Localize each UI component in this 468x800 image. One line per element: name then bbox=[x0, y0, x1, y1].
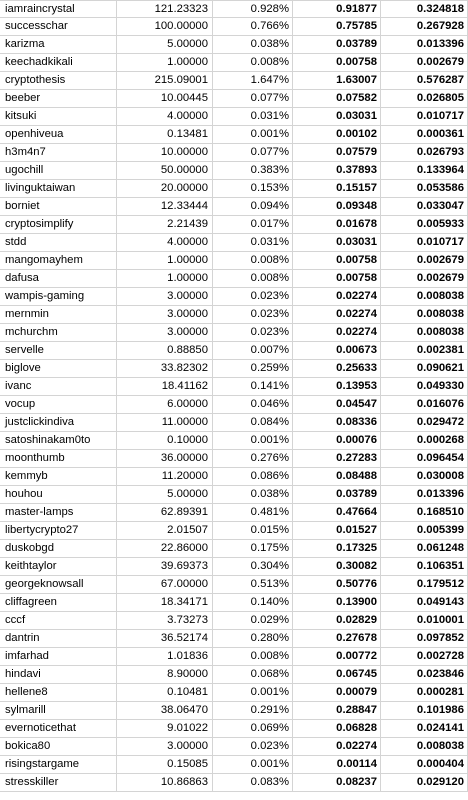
value-cell[interactable]: 0.013396 bbox=[381, 36, 468, 53]
share-cell[interactable]: 0.02274 bbox=[293, 306, 381, 323]
amount-cell[interactable]: 4.00000 bbox=[117, 108, 213, 125]
table-row bbox=[0, 558, 468, 576]
username-cell[interactable]: successchar bbox=[0, 18, 117, 35]
username-cell[interactable]: georgeknowsall bbox=[0, 576, 117, 593]
table-row bbox=[0, 36, 468, 54]
table-row bbox=[0, 504, 468, 522]
table-row bbox=[0, 666, 468, 684]
amount-cell[interactable]: 1.00000 bbox=[117, 252, 213, 269]
table-row bbox=[0, 324, 468, 342]
amount-cell[interactable]: 22.86000 bbox=[117, 540, 213, 557]
table-row bbox=[0, 630, 468, 648]
percent-cell[interactable]: 0.001% bbox=[213, 684, 293, 701]
percent-cell[interactable]: 0.280% bbox=[213, 630, 293, 647]
amount-cell[interactable]: 33.82302 bbox=[117, 360, 213, 377]
value-cell[interactable]: 0.016076 bbox=[381, 396, 468, 413]
username-cell[interactable]: dafusa bbox=[0, 270, 117, 287]
value-cell[interactable]: 0.008038 bbox=[381, 288, 468, 305]
username-cell[interactable]: biglove bbox=[0, 360, 117, 377]
share-cell[interactable]: 0.28847 bbox=[293, 702, 381, 719]
username-cell[interactable]: keithtaylor bbox=[0, 558, 117, 575]
amount-cell[interactable]: 11.00000 bbox=[117, 414, 213, 431]
table-row bbox=[0, 720, 468, 738]
share-cell[interactable]: 0.37893 bbox=[293, 162, 381, 179]
username-cell[interactable]: openhiveua bbox=[0, 126, 117, 143]
value-cell[interactable]: 0.000268 bbox=[381, 432, 468, 449]
share-cell[interactable]: 0.06828 bbox=[293, 720, 381, 737]
table-row bbox=[0, 756, 468, 774]
percent-cell[interactable]: 0.259% bbox=[213, 360, 293, 377]
table-row bbox=[0, 198, 468, 216]
value-cell[interactable]: 0.000361 bbox=[381, 126, 468, 143]
share-cell[interactable]: 0.03789 bbox=[293, 486, 381, 503]
value-cell[interactable]: 0.008038 bbox=[381, 324, 468, 341]
username-cell[interactable]: ivanc bbox=[0, 378, 117, 395]
username-cell[interactable]: hellene8 bbox=[0, 684, 117, 701]
amount-cell[interactable]: 3.00000 bbox=[117, 324, 213, 341]
username-cell[interactable]: borniet bbox=[0, 198, 117, 215]
value-cell[interactable]: 0.002381 bbox=[381, 342, 468, 359]
share-cell[interactable]: 0.03789 bbox=[293, 36, 381, 53]
table-row bbox=[0, 378, 468, 396]
amount-cell[interactable]: 18.34171 bbox=[117, 594, 213, 611]
percent-cell[interactable]: 0.383% bbox=[213, 162, 293, 179]
table-row bbox=[0, 126, 468, 144]
table-row bbox=[0, 252, 468, 270]
amount-cell[interactable]: 9.01022 bbox=[117, 720, 213, 737]
username-cell[interactable]: keechadkikali bbox=[0, 54, 117, 71]
percent-cell[interactable]: 0.291% bbox=[213, 702, 293, 719]
percent-cell[interactable]: 0.077% bbox=[213, 90, 293, 107]
table-row bbox=[0, 342, 468, 360]
percent-cell[interactable]: 0.083% bbox=[213, 774, 293, 791]
value-cell[interactable]: 0.005399 bbox=[381, 522, 468, 539]
username-cell[interactable]: cryptothesis bbox=[0, 72, 117, 89]
percent-cell[interactable]: 0.029% bbox=[213, 612, 293, 629]
amount-cell[interactable]: 3.00000 bbox=[117, 288, 213, 305]
percent-cell[interactable]: 0.084% bbox=[213, 414, 293, 431]
share-cell[interactable]: 0.13900 bbox=[293, 594, 381, 611]
value-cell[interactable]: 0.133964 bbox=[381, 162, 468, 179]
value-cell[interactable]: 0.002728 bbox=[381, 648, 468, 665]
username-cell[interactable]: dantrin bbox=[0, 630, 117, 647]
username-cell[interactable]: bokica80 bbox=[0, 738, 117, 755]
table-row bbox=[0, 288, 468, 306]
percent-cell[interactable]: 0.023% bbox=[213, 288, 293, 305]
table-row bbox=[0, 234, 468, 252]
amount-cell[interactable]: 36.52174 bbox=[117, 630, 213, 647]
table-row bbox=[0, 648, 468, 666]
share-cell[interactable]: 0.04547 bbox=[293, 396, 381, 413]
percent-cell[interactable]: 0.008% bbox=[213, 270, 293, 287]
share-cell[interactable]: 0.25633 bbox=[293, 360, 381, 377]
share-cell[interactable]: 0.91877 bbox=[293, 1, 381, 18]
username-cell[interactable]: satoshinakam0to bbox=[0, 432, 117, 449]
amount-cell[interactable]: 3.00000 bbox=[117, 738, 213, 755]
username-cell[interactable]: karizma bbox=[0, 36, 117, 53]
amount-cell[interactable]: 18.41162 bbox=[117, 378, 213, 395]
table-row bbox=[0, 450, 468, 468]
percent-cell[interactable]: 0.175% bbox=[213, 540, 293, 557]
share-cell[interactable]: 0.08336 bbox=[293, 414, 381, 431]
username-cell[interactable]: justclickindiva bbox=[0, 414, 117, 431]
percent-cell[interactable]: 0.031% bbox=[213, 108, 293, 125]
percent-cell[interactable]: 0.077% bbox=[213, 144, 293, 161]
table-row bbox=[0, 540, 468, 558]
share-cell[interactable]: 0.03031 bbox=[293, 108, 381, 125]
percent-cell[interactable]: 0.513% bbox=[213, 576, 293, 593]
value-cell[interactable]: 0.096454 bbox=[381, 450, 468, 467]
username-cell[interactable]: mangomayhem bbox=[0, 252, 117, 269]
username-cell[interactable]: sylmarill bbox=[0, 702, 117, 719]
amount-cell[interactable]: 62.89391 bbox=[117, 504, 213, 521]
table-row bbox=[0, 396, 468, 414]
username-cell[interactable]: wampis-gaming bbox=[0, 288, 117, 305]
percent-cell[interactable]: 0.068% bbox=[213, 666, 293, 683]
value-cell[interactable]: 0.576287 bbox=[381, 72, 468, 89]
share-cell[interactable]: 0.13953 bbox=[293, 378, 381, 395]
percent-cell[interactable]: 0.140% bbox=[213, 594, 293, 611]
percent-cell[interactable]: 0.094% bbox=[213, 198, 293, 215]
amount-cell[interactable]: 0.15085 bbox=[117, 756, 213, 773]
value-cell[interactable]: 0.267928 bbox=[381, 18, 468, 35]
percent-cell[interactable]: 0.928% bbox=[213, 1, 293, 18]
value-cell[interactable]: 0.061248 bbox=[381, 540, 468, 557]
share-cell[interactable]: 0.00076 bbox=[293, 432, 381, 449]
username-cell[interactable]: libertycrypto27 bbox=[0, 522, 117, 539]
percent-cell[interactable]: 0.001% bbox=[213, 756, 293, 773]
share-cell[interactable]: 0.02274 bbox=[293, 324, 381, 341]
amount-cell[interactable]: 8.90000 bbox=[117, 666, 213, 683]
percent-cell[interactable]: 0.017% bbox=[213, 216, 293, 233]
share-cell[interactable]: 0.00114 bbox=[293, 756, 381, 773]
share-cell[interactable]: 0.00758 bbox=[293, 54, 381, 71]
percent-cell[interactable]: 0.008% bbox=[213, 252, 293, 269]
username-cell[interactable]: evernoticethat bbox=[0, 720, 117, 737]
share-cell[interactable]: 0.27678 bbox=[293, 630, 381, 647]
username-cell[interactable]: ugochill bbox=[0, 162, 117, 179]
amount-cell[interactable]: 4.00000 bbox=[117, 234, 213, 251]
percent-cell[interactable]: 0.153% bbox=[213, 180, 293, 197]
amount-cell[interactable]: 5.00000 bbox=[117, 36, 213, 53]
value-cell[interactable]: 0.090621 bbox=[381, 360, 468, 377]
share-cell[interactable]: 0.01678 bbox=[293, 216, 381, 233]
share-cell[interactable]: 0.15157 bbox=[293, 180, 381, 197]
percent-cell[interactable]: 0.069% bbox=[213, 720, 293, 737]
share-cell[interactable]: 0.00758 bbox=[293, 270, 381, 287]
username-cell[interactable]: stresskiller bbox=[0, 774, 117, 791]
table-row bbox=[0, 0, 468, 18]
share-cell[interactable]: 0.00079 bbox=[293, 684, 381, 701]
amount-cell[interactable]: 1.00000 bbox=[117, 270, 213, 287]
username-cell[interactable]: master-lamps bbox=[0, 504, 117, 521]
value-cell[interactable]: 0.023846 bbox=[381, 666, 468, 683]
share-cell[interactable]: 0.07579 bbox=[293, 144, 381, 161]
value-cell[interactable]: 0.029120 bbox=[381, 774, 468, 791]
amount-cell[interactable]: 0.10000 bbox=[117, 432, 213, 449]
username-cell[interactable]: iamraincrystal bbox=[0, 1, 117, 18]
table-row bbox=[0, 162, 468, 180]
table-row bbox=[0, 180, 468, 198]
share-cell[interactable]: 0.75785 bbox=[293, 18, 381, 35]
table-row bbox=[0, 594, 468, 612]
username-cell[interactable]: servelle bbox=[0, 342, 117, 359]
value-cell[interactable]: 0.097852 bbox=[381, 630, 468, 647]
table-row bbox=[0, 774, 468, 792]
table-row bbox=[0, 486, 468, 504]
percent-cell[interactable]: 0.001% bbox=[213, 126, 293, 143]
username-cell[interactable]: hindavi bbox=[0, 666, 117, 683]
amount-cell[interactable]: 3.00000 bbox=[117, 306, 213, 323]
amount-cell[interactable]: 0.88850 bbox=[117, 342, 213, 359]
percent-cell[interactable]: 0.023% bbox=[213, 306, 293, 323]
amount-cell[interactable]: 215.09001 bbox=[117, 72, 213, 89]
amount-cell[interactable]: 3.73273 bbox=[117, 612, 213, 629]
share-cell[interactable]: 0.01527 bbox=[293, 522, 381, 539]
username-cell[interactable]: mchurchm bbox=[0, 324, 117, 341]
amount-cell[interactable]: 39.69373 bbox=[117, 558, 213, 575]
amount-cell[interactable]: 2.21439 bbox=[117, 216, 213, 233]
share-cell[interactable]: 0.08488 bbox=[293, 468, 381, 485]
share-cell[interactable]: 0.50776 bbox=[293, 576, 381, 593]
username-cell[interactable]: kitsuki bbox=[0, 108, 117, 125]
amount-cell[interactable]: 10.86863 bbox=[117, 774, 213, 791]
username-cell[interactable]: beeber bbox=[0, 90, 117, 107]
table-row bbox=[0, 360, 468, 378]
amount-cell[interactable]: 12.33444 bbox=[117, 198, 213, 215]
value-cell[interactable]: 0.010001 bbox=[381, 612, 468, 629]
username-cell[interactable]: risingstargame bbox=[0, 756, 117, 773]
username-cell[interactable]: stdd bbox=[0, 234, 117, 251]
amount-cell[interactable]: 10.00445 bbox=[117, 90, 213, 107]
value-cell[interactable]: 0.026805 bbox=[381, 90, 468, 107]
username-cell[interactable]: h3m4n7 bbox=[0, 144, 117, 161]
table-row bbox=[0, 702, 468, 720]
share-cell[interactable]: 0.00772 bbox=[293, 648, 381, 665]
amount-cell[interactable]: 121.23323 bbox=[117, 1, 213, 18]
username-cell[interactable]: moonthumb bbox=[0, 450, 117, 467]
value-cell[interactable]: 0.324818 bbox=[381, 1, 468, 18]
share-cell[interactable]: 0.09348 bbox=[293, 198, 381, 215]
percent-cell[interactable]: 0.015% bbox=[213, 522, 293, 539]
value-cell[interactable]: 0.106351 bbox=[381, 558, 468, 575]
table-row bbox=[0, 432, 468, 450]
percent-cell[interactable]: 0.481% bbox=[213, 504, 293, 521]
table-row bbox=[0, 90, 468, 108]
username-cell[interactable]: cryptosimplify bbox=[0, 216, 117, 233]
value-cell[interactable]: 0.002679 bbox=[381, 252, 468, 269]
value-cell[interactable]: 0.010717 bbox=[381, 234, 468, 251]
percent-cell[interactable]: 0.046% bbox=[213, 396, 293, 413]
username-cell[interactable]: cliffagreen bbox=[0, 594, 117, 611]
amount-cell[interactable]: 1.01836 bbox=[117, 648, 213, 665]
value-cell[interactable]: 0.033047 bbox=[381, 198, 468, 215]
percent-cell[interactable]: 0.023% bbox=[213, 738, 293, 755]
value-cell[interactable]: 0.030008 bbox=[381, 468, 468, 485]
username-cell[interactable]: mernmin bbox=[0, 306, 117, 323]
username-cell[interactable]: houhou bbox=[0, 486, 117, 503]
share-cell[interactable]: 0.08237 bbox=[293, 774, 381, 791]
value-cell[interactable]: 0.053586 bbox=[381, 180, 468, 197]
table-row bbox=[0, 72, 468, 90]
amount-cell[interactable]: 11.20000 bbox=[117, 468, 213, 485]
username-cell[interactable]: cccf bbox=[0, 612, 117, 629]
username-cell[interactable]: vocup bbox=[0, 396, 117, 413]
table-row bbox=[0, 216, 468, 234]
percent-cell[interactable]: 0.023% bbox=[213, 324, 293, 341]
value-cell[interactable]: 0.013396 bbox=[381, 486, 468, 503]
value-cell[interactable]: 0.049330 bbox=[381, 378, 468, 395]
percent-cell[interactable]: 0.008% bbox=[213, 648, 293, 665]
percent-cell[interactable]: 0.038% bbox=[213, 486, 293, 503]
amount-cell[interactable]: 2.01507 bbox=[117, 522, 213, 539]
value-cell[interactable]: 0.005933 bbox=[381, 216, 468, 233]
table-row bbox=[0, 306, 468, 324]
percent-cell[interactable]: 0.038% bbox=[213, 36, 293, 53]
table-row bbox=[0, 144, 468, 162]
value-cell[interactable]: 0.101986 bbox=[381, 702, 468, 719]
share-cell[interactable]: 0.30082 bbox=[293, 558, 381, 575]
table-row bbox=[0, 108, 468, 126]
table-row bbox=[0, 18, 468, 36]
value-cell[interactable]: 0.008038 bbox=[381, 738, 468, 755]
amount-cell[interactable]: 10.00000 bbox=[117, 144, 213, 161]
amount-cell[interactable]: 100.00000 bbox=[117, 18, 213, 35]
value-cell[interactable]: 0.024141 bbox=[381, 720, 468, 737]
value-cell[interactable]: 0.008038 bbox=[381, 306, 468, 323]
amount-cell[interactable]: 67.00000 bbox=[117, 576, 213, 593]
username-cell[interactable]: kemmyb bbox=[0, 468, 117, 485]
amount-cell[interactable]: 20.00000 bbox=[117, 180, 213, 197]
table-row bbox=[0, 522, 468, 540]
share-cell[interactable]: 0.17325 bbox=[293, 540, 381, 557]
table-row bbox=[0, 270, 468, 288]
amount-cell[interactable]: 0.10481 bbox=[117, 684, 213, 701]
share-cell[interactable]: 0.00102 bbox=[293, 126, 381, 143]
amount-cell[interactable]: 38.06470 bbox=[117, 702, 213, 719]
table-row bbox=[0, 612, 468, 630]
share-cell[interactable]: 0.06745 bbox=[293, 666, 381, 683]
share-cell[interactable]: 0.07582 bbox=[293, 90, 381, 107]
amount-cell[interactable]: 1.00000 bbox=[117, 54, 213, 71]
table-row bbox=[0, 54, 468, 72]
username-cell[interactable]: livinguktaiwan bbox=[0, 180, 117, 197]
share-cell[interactable]: 0.00673 bbox=[293, 342, 381, 359]
value-cell[interactable]: 0.168510 bbox=[381, 504, 468, 521]
share-cell[interactable]: 0.02274 bbox=[293, 738, 381, 755]
amount-cell[interactable]: 0.13481 bbox=[117, 126, 213, 143]
value-cell[interactable]: 0.000281 bbox=[381, 684, 468, 701]
percent-cell[interactable]: 0.304% bbox=[213, 558, 293, 575]
table-row bbox=[0, 414, 468, 432]
amount-cell[interactable]: 5.00000 bbox=[117, 486, 213, 503]
value-cell[interactable]: 0.179512 bbox=[381, 576, 468, 593]
amount-cell[interactable]: 36.00000 bbox=[117, 450, 213, 467]
value-cell[interactable]: 0.026793 bbox=[381, 144, 468, 161]
amount-cell[interactable]: 50.00000 bbox=[117, 162, 213, 179]
table-row bbox=[0, 468, 468, 486]
share-cell[interactable]: 0.27283 bbox=[293, 450, 381, 467]
username-cell[interactable]: duskobgd bbox=[0, 540, 117, 557]
value-cell[interactable]: 0.029472 bbox=[381, 414, 468, 431]
percent-cell[interactable]: 0.086% bbox=[213, 468, 293, 485]
percent-cell[interactable]: 0.007% bbox=[213, 342, 293, 359]
share-cell[interactable]: 0.00758 bbox=[293, 252, 381, 269]
value-cell[interactable]: 0.010717 bbox=[381, 108, 468, 125]
percent-cell[interactable]: 0.276% bbox=[213, 450, 293, 467]
share-cell[interactable]: 1.63007 bbox=[293, 72, 381, 89]
table-row bbox=[0, 684, 468, 702]
percent-cell[interactable]: 0.141% bbox=[213, 378, 293, 395]
value-cell[interactable]: 0.002679 bbox=[381, 54, 468, 71]
table-row bbox=[0, 576, 468, 594]
percent-cell[interactable]: 1.647% bbox=[213, 72, 293, 89]
amount-cell[interactable]: 6.00000 bbox=[117, 396, 213, 413]
percent-cell[interactable]: 0.031% bbox=[213, 234, 293, 251]
share-cell[interactable]: 0.03031 bbox=[293, 234, 381, 251]
share-cell[interactable]: 0.02274 bbox=[293, 288, 381, 305]
percent-cell[interactable]: 0.008% bbox=[213, 54, 293, 71]
share-cell[interactable]: 0.02829 bbox=[293, 612, 381, 629]
value-cell[interactable]: 0.049143 bbox=[381, 594, 468, 611]
share-cell[interactable]: 0.47664 bbox=[293, 504, 381, 521]
percent-cell[interactable]: 0.001% bbox=[213, 432, 293, 449]
percent-cell[interactable]: 0.766% bbox=[213, 18, 293, 35]
value-cell[interactable]: 0.000404 bbox=[381, 756, 468, 773]
value-cell[interactable]: 0.002679 bbox=[381, 270, 468, 287]
username-cell[interactable]: imfarhad bbox=[0, 648, 117, 665]
table-row bbox=[0, 738, 468, 756]
